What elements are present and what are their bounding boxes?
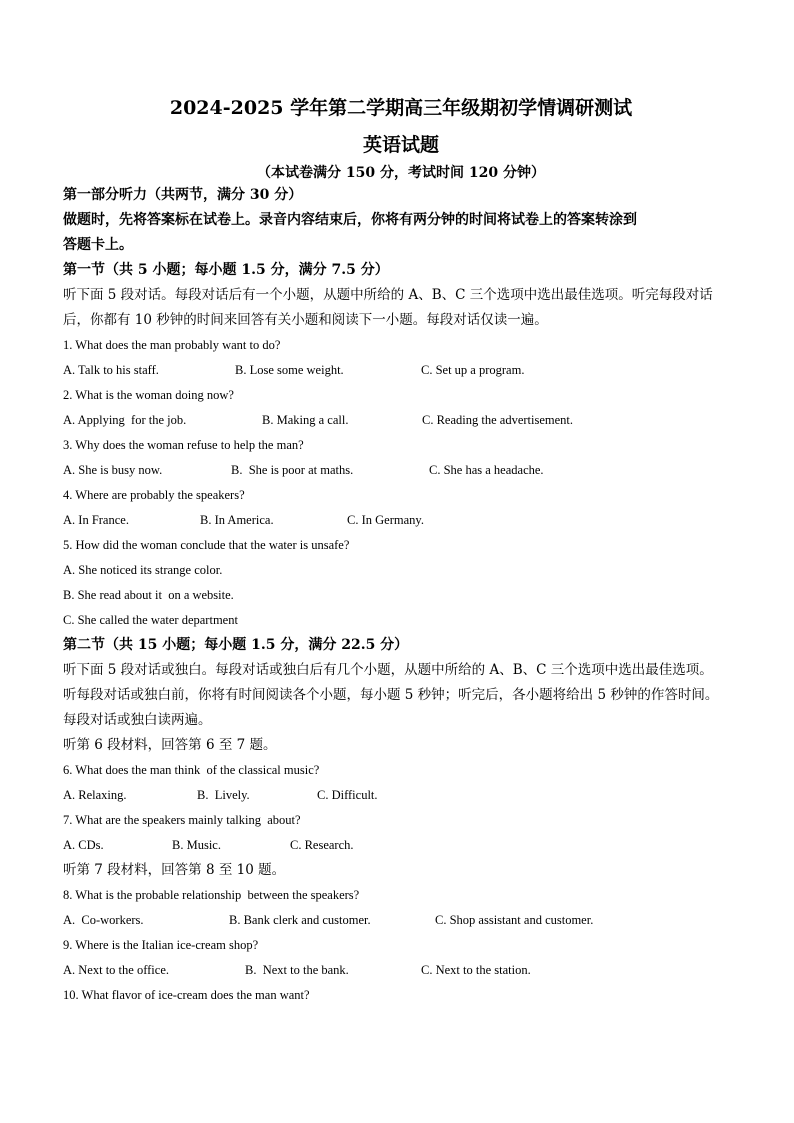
option-a: A. Relaxing. (63, 788, 127, 802)
option-a: A. Co-workers. (63, 913, 144, 927)
option-a: A. Applying for the job. (63, 413, 187, 427)
option-c: C. Shop assistant and customer. (435, 913, 594, 927)
question-stem: 10. What flavor of ice-cream does the man want? (63, 988, 310, 1002)
question-options (63, 458, 739, 483)
question-options (63, 783, 739, 808)
option-b: B. Music. (172, 838, 221, 852)
group-instruction: 听第 6 段材料，回答第 6 至 7 题。 (63, 737, 277, 753)
question-options (63, 908, 739, 933)
exam-page (63, 96, 739, 1008)
section2-intro-line3: 每段对话或独白读两遍。 (63, 712, 212, 728)
option-c: C. In Germany. (347, 513, 424, 527)
subject-title: 英语试题 (362, 134, 439, 156)
option-b: B. Bank clerk and customer. (229, 913, 371, 927)
option-b: B. Lose some weight. (235, 363, 344, 377)
option-b: B. In America. (200, 513, 274, 527)
question-stem: 9. Where is the Italian ice-cream shop? (63, 938, 259, 952)
part1-heading: 第一部分听力（共两节，满分 30 分） (63, 187, 303, 203)
option-b: B. Making a call. (262, 413, 349, 427)
section1-intro-line2: 后，你都有 10 秒钟的时间来回答有关小题和阅读下一小题。每段对话仅读一遍。 (63, 312, 548, 328)
question-options (63, 833, 739, 858)
option-c: C. Reading the advertisement. (422, 413, 574, 427)
question-stem: 4. Where are probably the speakers? (63, 488, 245, 502)
question-stem: 2. What is the woman doing now? (63, 388, 234, 402)
question-stem: 8. What is the probable relationship between the speakers? (63, 888, 360, 902)
section2-intro-line2: 听每段对话或独白前，你将有时间阅读各个小题，每小题 5 秒钟；听完后，各小题将给出 5 秒钟的作答时间。 (63, 687, 719, 703)
option-a: A. CDs. (63, 838, 104, 852)
question-stem: 5. How did the woman conclude that the water is unsafe? (63, 538, 350, 552)
option-c: C. She has a headache. (429, 463, 544, 477)
question-options (63, 408, 739, 433)
section2-heading: 第二节（共 15 小题；每小题 1.5 分，满分 22.5 分） (63, 637, 409, 653)
exam-note: （本试卷满分 150 分，考试时间 120 分钟） (257, 165, 545, 181)
option-a: A. Next to the office. (63, 963, 169, 977)
option-c: C. Difficult. (317, 788, 378, 802)
question-options (63, 358, 739, 383)
part1-instruction-line1: 做题时，先将答案标在试卷上。录音内容结束后，你将有两分钟的时间将试卷上的答案转涂到 (63, 212, 637, 228)
option-b: B. She read about it on a website. (63, 588, 234, 602)
exam-title: 2024-2025 学年第二学期高三年级期初学情调研测试 (169, 97, 633, 119)
option-b: B. Next to the bank. (245, 963, 349, 977)
option-c: C. Next to the station. (421, 963, 531, 977)
section1-heading: 第一节（共 5 小题；每小题 1.5 分，满分 7.5 分） (63, 262, 389, 278)
option-a: A. She noticed its strange color. (63, 563, 223, 577)
option-a: A. She is busy now. (63, 463, 163, 477)
question-stem: 7. What are the speakers mainly talking about? (63, 813, 301, 827)
section2-intro-line1: 听下面 5 段对话或独白。每段对话或独白后有几个小题，从题中所给的 A、B、C 三个选项中选出最佳选项。 (63, 662, 713, 678)
option-c: C. Set up a program. (421, 363, 525, 377)
part1-instruction-line2: 答题卡上。 (63, 237, 133, 253)
section1-intro-line1: 听下面 5 段对话。每段对话后有一个小题，从题中所给的 A、B、C 三个选项中选出最佳选项。听完每段对话 (63, 287, 713, 303)
option-b: B. Lively. (197, 788, 250, 802)
question-stem: 6. What does the man think of the classical music? (63, 763, 320, 777)
option-b: B. She is poor at maths. (231, 463, 354, 477)
option-a: A. Talk to his staff. (63, 363, 159, 377)
question-options (63, 958, 739, 983)
question-stem: 3. Why does the woman refuse to help the man? (63, 438, 304, 452)
group-instruction: 听第 7 段材料，回答第 8 至 10 题。 (63, 862, 286, 878)
option-c: C. Research. (290, 838, 354, 852)
option-c: C. She called the water department (63, 613, 238, 627)
question-stem: 1. What does the man probably want to do? (63, 338, 281, 352)
option-a: A. In France. (63, 513, 129, 527)
question-options (63, 508, 739, 533)
